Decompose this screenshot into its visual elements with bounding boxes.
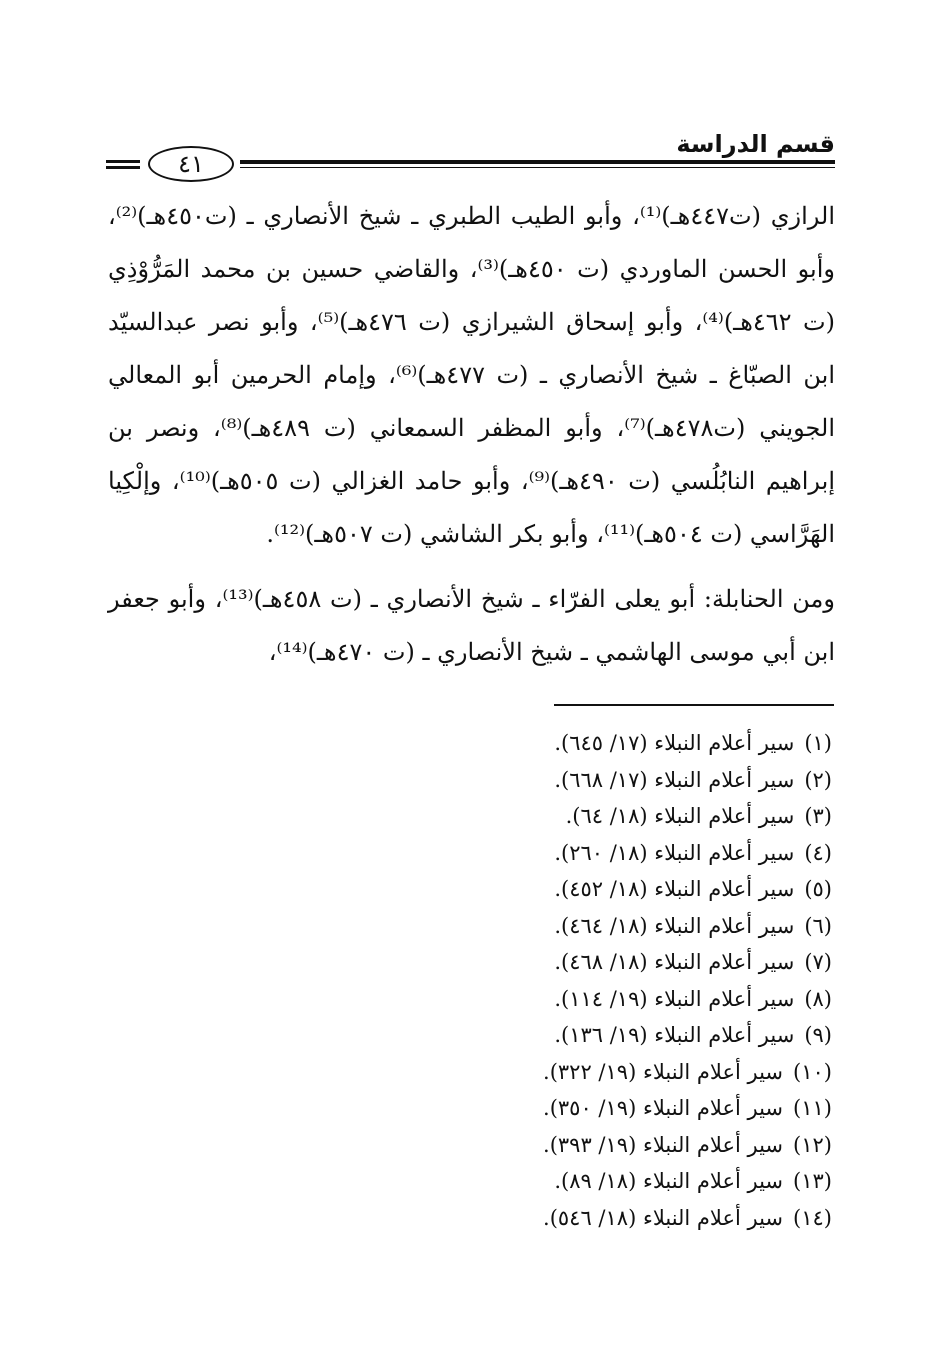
body-text [108,190,835,679]
header-rule-thin [240,167,835,168]
footnote-number: (١٤) [793,1205,832,1230]
paragraph: الرازي (ت٤٤٧هـ)⁽¹⁾، وأبو الطيب الطبري ـ شيخ الأنصاري ـ (ت٤٥٠هـ)⁽²⁾، وأبو الحسن الماوردي (ت ٤٥٠هـ)⁽³⁾، والقاضي حسين بن محمد المَرُّوْذِي (ت ٤٦٢هـ)⁽⁴⁾، وأبو إسحاق الشيرازي (ت ٤٧٦هـ)⁽⁵⁾، وأبو نصر عبدالسيّد ابن الصبّاغ ـ شيخ الأنصاري ـ (ت ٤٧٧هـ)⁽⁶⁾، وإمام الحرمين أبو المعالي الجويني (ت٤٧٨هـ)⁽⁷⁾، وأبو المظفر السمعاني (ت ٤٨٩هـ)⁽⁸⁾، ونصر بن إبراهيم النابُلُسي (ت ٤٩٠هـ)⁽⁹⁾، وأبو حامد الغزالي (ت ٥٠٥هـ)⁽¹⁰⁾، وإلْكِيا الهَرَّاسي (ت ٥٠٤هـ)⁽¹¹⁾، وأبو بكر الشاشي (ت ٥٠٧هـ)⁽¹²⁾. [108,202,836,548]
footnote-text: سير أعلام النبلاء (١٩/ ٣٥٠). [543,1096,784,1120]
footnote-text: سير أعلام النبلاء (١٨/ ٦٤). [565,804,795,828]
footnote-text: سير أعلام النبلاء (١٨/ ٢٦٠). [554,840,795,865]
header-dash [106,166,140,169]
header-dash [106,160,140,163]
footnote-number: (٨) [804,986,832,1011]
page-header [100,128,835,178]
footnote-item [200,1200,832,1237]
footnote-separator [554,704,834,706]
section-title: قسم الدراسة [676,130,835,158]
paragraph: ومن الحنابلة: أبو يعلى الفرّاء ـ شيخ الأنصاري ـ (ت ٤٥٨هـ)⁽¹³⁾، وأبو جعفر ابن أبي موسى الهاشمي ـ شيخ الأنصاري ـ (ت ٤٧٠هـ)⁽¹⁴⁾، [108,585,836,666]
header-rule [240,160,835,164]
footnote-item [200,835,832,872]
footnote-text: سير أعلام النبلاء (١٨/ ٨٩). [554,1169,784,1193]
footnote-text: سير أعلام النبلاء (١٩/ ٣٢٢). [543,1059,784,1084]
footnote-text: سير أعلام النبلاء (١٩/ ١١٤). [554,986,795,1011]
footnote-item [200,1017,832,1054]
footnote-item [200,1054,832,1091]
footnote-text: سير أعلام النبلاء (١٨/ ٤٦٤). [554,913,795,938]
footnote-text: سير أعلام النبلاء (١٨/ ٥٤٦). [543,1205,784,1230]
footnote-number: (٩) [804,1023,832,1047]
footnote-item [200,1127,832,1164]
footnote-number: (٦) [804,913,832,938]
footnote-text: سير أعلام النبلاء (١٧/ ٦٤٥). [554,731,795,755]
footnote-item [200,944,832,981]
footnote-number: (٢) [804,767,832,792]
footnote-number: (١٠) [793,1059,832,1084]
footnote-text: سير أعلام النبلاء (١٨/ ٤٥٢). [554,877,795,901]
footnote-text: سير أعلام النبلاء (١٧/ ٦٦٨). [554,767,795,792]
footnote-text: سير أعلام النبلاء (١٨/ ٤٦٨). [554,950,795,974]
footnote-text: سير أعلام النبلاء (١٩/ ٣٩٣). [543,1132,784,1157]
footnote-item [200,725,832,762]
footnote-number: (٣) [804,804,832,828]
footnote-item [200,1090,832,1127]
footnote-item [200,1163,832,1200]
footnote-item [200,798,832,835]
footnote-number: (٧) [804,950,832,974]
footnote-number: (١١) [793,1096,832,1120]
footnote-number: (١٣) [793,1169,832,1193]
footnote-item [200,762,832,799]
footnote-item [200,981,832,1018]
footnote-item [200,871,832,908]
footnote-text: سير أعلام النبلاء (١٩/ ١٣٦). [554,1023,795,1047]
footnote-number: (١) [804,731,832,755]
footnote-number: (١٢) [793,1132,832,1157]
footnote-number: (٤) [804,840,832,865]
footnotes-list [200,725,832,1236]
page-number: ٤١ [148,146,234,182]
footnote-number: (٥) [804,877,832,901]
footnote-item [200,908,832,945]
